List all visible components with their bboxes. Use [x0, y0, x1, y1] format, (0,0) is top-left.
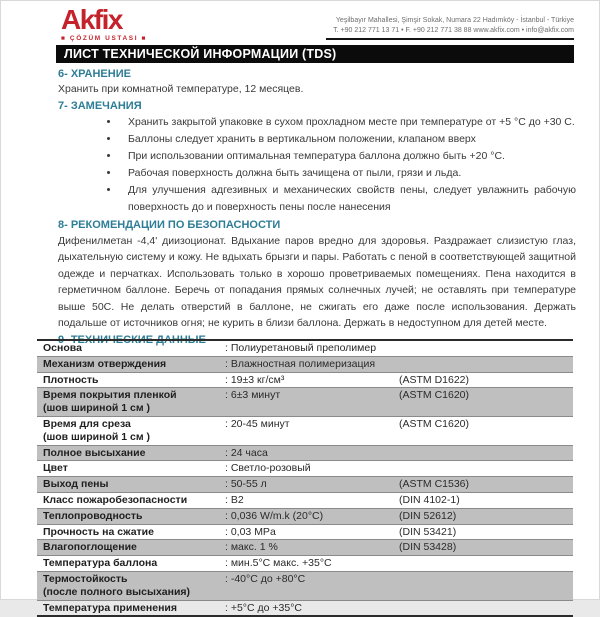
section-heading-storage: 6- ХРАНЕНИЕ — [58, 68, 131, 80]
spec-label: Температура применения — [43, 601, 177, 614]
spec-value: : 20-45 минут — [225, 417, 290, 430]
table-row — [37, 387, 573, 416]
table-row — [37, 508, 573, 524]
bullet-item: • Хранить закрытой упаковке в сухом прохладном месте при температуре от +5 °С до +30 С. — [120, 114, 576, 131]
table-row — [37, 416, 573, 445]
address-line-1: Yeşilbayır Mahallesi, Şimşir Sokak, Numara 22 Hadımköy - İstanbul - Türkiye — [335, 17, 574, 24]
spec-label: Механизм отверждения — [43, 357, 167, 370]
spec-value: : +5°C до +35°C — [225, 601, 302, 614]
document-title-bar: ЛИСТ ТЕХНИЧЕСКОЙ ИНФОРМАЦИИ (TDS) — [56, 45, 574, 63]
table-row — [37, 600, 573, 616]
document-body — [58, 65, 576, 348]
spec-label: Температура баллона — [43, 557, 158, 570]
spec-label: Плотность — [43, 373, 99, 386]
spec-label: Цвет — [43, 462, 68, 475]
address-line-2: T. +90 212 771 13 71 • F. +90 212 771 38 88 www.akfix.com • info@akfix.com — [333, 26, 574, 34]
spec-value: : макс. 1 % — [225, 541, 278, 554]
bullet-item: • Рабочая поверхность должна быть зачищена от пыли, грязи и льда. — [120, 165, 576, 182]
spec-label: Выход пены — [43, 478, 109, 491]
spec-standard — [399, 601, 573, 603]
table-row — [37, 460, 573, 476]
tech-table — [37, 339, 573, 617]
spec-label: Термостойкость (после полного высыхания) — [43, 572, 191, 598]
table-row — [37, 539, 573, 555]
spec-value: : 6±3 минут — [225, 389, 281, 402]
spec-standard: (ASTM D1622) — [399, 373, 470, 386]
spec-standard — [399, 341, 573, 343]
spec-standard — [399, 446, 573, 448]
spec-standard — [399, 572, 573, 574]
spec-value: : -40°C до +80°C — [225, 572, 306, 585]
bullet-item: • Баллоны следует хранить в вертикальном положении, клапаном вверх — [120, 131, 576, 148]
spec-label: Время покрытия пленкой (шов шириной 1 см ) — [43, 389, 177, 415]
spec-standard — [399, 556, 573, 558]
company-address — [333, 16, 574, 35]
spec-value: : Полиуретановый преполимер — [225, 342, 377, 354]
section-heading-notes: 7- ЗАМЕЧАНИЯ — [58, 100, 142, 112]
table-row — [37, 372, 573, 388]
spec-standard: (DIN 53428) — [399, 541, 457, 554]
spec-standard: (DIN 4102-1) — [399, 493, 460, 506]
spec-label: Время для среза (шов шириной 1 см ) — [43, 417, 151, 443]
table-row — [37, 476, 573, 492]
spec-standard: (ASTM C1620) — [399, 417, 470, 430]
spec-value: : B2 — [225, 493, 244, 506]
spec-value: : Влажностная полимеризация — [225, 357, 376, 370]
header-divider — [326, 38, 574, 40]
spec-value: : 0,036 W/m.k (20°C) — [225, 509, 324, 522]
bullet-item: • Для улучшения адгезивных и механических свойств пены, следует увлажнить рабочую поверхность до и поверхность пены после нанесения — [120, 182, 576, 216]
bullet-item: • При использовании оптимальная температура баллона должно быть +20 °С. — [120, 148, 576, 165]
notes-list — [58, 114, 576, 216]
spec-standard: (DIN 52612) — [399, 509, 457, 522]
storage-text: Хранить при комнатной температуре, 12 месяцев. — [58, 83, 304, 95]
spec-standard: (DIN 53421) — [399, 525, 457, 538]
spec-label: Полное высыхание — [43, 446, 146, 459]
spec-value: : 50-55 л — [225, 478, 267, 491]
table-row — [37, 555, 573, 571]
spec-standard — [399, 461, 573, 463]
section-heading-safety: 8- РЕКОМЕНДАЦИИ ПО БЕЗОПАСНОСТИ — [58, 219, 281, 231]
spec-standard: (ASTM C1536) — [399, 478, 470, 491]
table-row — [37, 492, 573, 508]
table-row — [37, 356, 573, 372]
spec-value: : мин.5°C макс. +35°C — [225, 557, 332, 570]
spec-label: Основа — [43, 342, 82, 354]
spec-value: : 19±3 кг/см³ — [225, 373, 285, 386]
table-row — [37, 571, 573, 600]
section-heading-technical: 9- ТЕХНИЧЕСКИЕ ДАННЫЕ — [58, 334, 206, 347]
spec-standard: (ASTM C1620) — [399, 389, 470, 402]
spec-label: Теплопроводность — [43, 509, 143, 522]
spec-value: : Светло-розовый — [225, 462, 311, 475]
safety-text: Дифенилметан -4,4' диизоционат. Вдыхание паров вредно для здоровья. Раздражает слизистую глаз, дыхательную систему и кожу. Не вдыхать брызги и пары. Работать с пеной в соответствующей защитной одежде и перчатках. Использовать только в хорошо проветриваемых помещениях. Пена находится в герметичном баллоне. Беречь от попадания прямых солнечных лучей; не оставлять при температуре выше 50С. Не делать отверстий в баллоне, не сжигать его даже после использования. Держать подальше от источников огня; не курить в близи баллона. Держать в недоступном для детей месте. — [58, 235, 576, 330]
table-row — [37, 341, 573, 356]
spec-label: Влагопоглощение — [43, 541, 137, 554]
spec-value: : 0,03 MPa — [225, 525, 276, 538]
spec-label: Прочность на сжатие — [43, 525, 154, 538]
table-row — [37, 445, 573, 461]
table-row — [37, 524, 573, 540]
akfix-logo-text: Akfix — [61, 4, 122, 35]
akfix-logo-tagline: ■ ÇÖZÜM USTASI ■ — [61, 35, 148, 42]
spec-standard — [399, 357, 573, 359]
akfix-logo — [61, 6, 147, 43]
spec-value: : 24 часа — [225, 446, 268, 459]
spec-label: Класс пожаробезопасности — [43, 493, 188, 506]
